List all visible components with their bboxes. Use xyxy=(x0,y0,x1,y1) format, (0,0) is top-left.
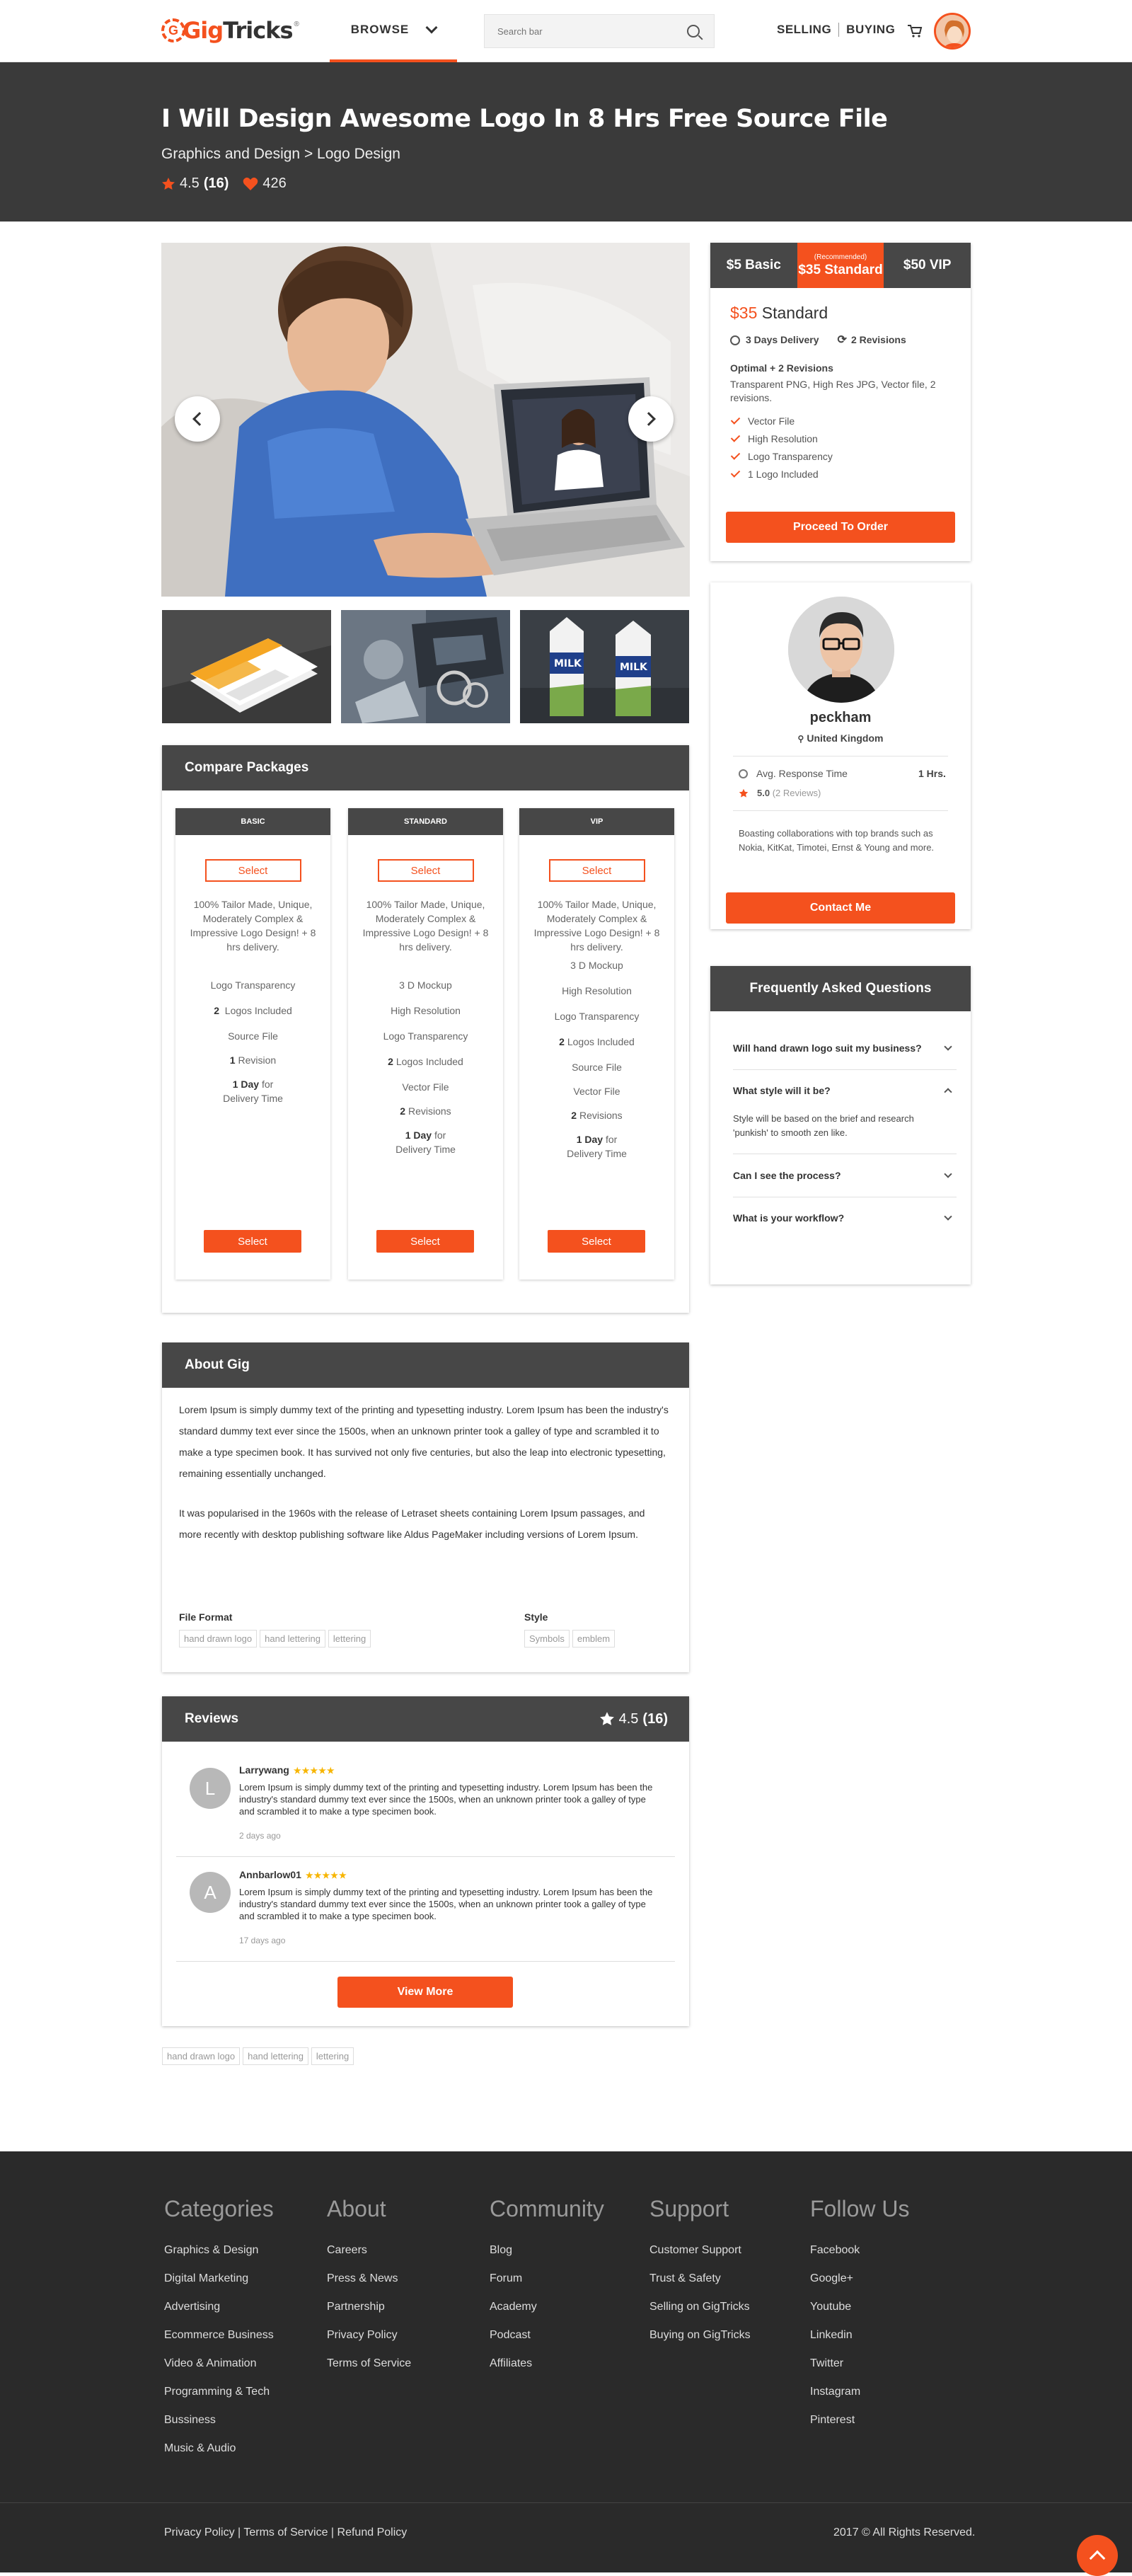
svg-text:MILK: MILK xyxy=(554,658,582,669)
package-feature: 3 D Mockup xyxy=(570,960,623,971)
gig-rating xyxy=(161,176,287,192)
footer-link[interactable]: Pinterest xyxy=(810,2414,855,2426)
footer-link[interactable]: Programming & Tech xyxy=(164,2386,270,2398)
tag[interactable]: lettering xyxy=(328,1630,371,1648)
footer-column-follow-us xyxy=(810,2196,966,2434)
package-feature: Source File xyxy=(572,1062,622,1073)
clock-icon xyxy=(730,335,740,345)
footer-link[interactable]: Customer Support xyxy=(649,2244,741,2256)
package-feature: 2 Revisions xyxy=(400,1105,451,1117)
chevron-up-icon xyxy=(944,1088,952,1096)
plan-title xyxy=(730,304,951,323)
response-time-value: 1 Hrs. xyxy=(918,768,946,779)
footer-divider xyxy=(0,2502,1132,2503)
revisions-info: ⟳ 2 Revisions xyxy=(837,334,906,346)
footer-link[interactable]: Instagram xyxy=(810,2386,861,2398)
seller-bio: Boasting collaborations with top brands such as Nokia, KitKat, Timotei, Ernst & Young and more. xyxy=(739,828,935,853)
chevron-down-icon xyxy=(944,1212,952,1220)
search-bar xyxy=(484,14,715,48)
review-time: 17 days ago xyxy=(239,1936,286,1945)
seller-panel xyxy=(710,582,971,929)
seller-review-count: (2 Reviews) xyxy=(772,788,821,798)
nav-divider xyxy=(838,23,839,37)
chevron-up-icon xyxy=(1090,2551,1106,2567)
file-format-label: File Format xyxy=(179,1611,233,1623)
faq-answer: Style will be based on the brief and research 'punkish' to smooth zen like. xyxy=(733,1113,914,1138)
select-package-button[interactable]: Select xyxy=(548,1230,645,1253)
seller-location: ⚲ United Kingdom xyxy=(797,732,884,744)
footer-link[interactable]: Facebook xyxy=(810,2244,860,2256)
package-feature: 1 Revision xyxy=(229,1054,277,1066)
footer-column-title: Support xyxy=(649,2196,729,2221)
copyright: 2017 © All Rights Reserved. xyxy=(833,2526,976,2538)
review-stars: ★★★★★ xyxy=(305,1870,347,1880)
package-feature: 2 Revisions xyxy=(571,1110,623,1121)
footer-link[interactable]: Trust & Safety xyxy=(649,2272,721,2284)
footer-link[interactable]: Linkedin xyxy=(810,2329,853,2341)
style-label: Style xyxy=(524,1611,548,1623)
style-tags xyxy=(524,1630,618,1648)
reviews-rating xyxy=(599,1711,668,1727)
seller-score-value: 5.0 xyxy=(757,788,770,798)
rating-value: 4.5 xyxy=(180,176,200,191)
footer-column-title: Community xyxy=(490,2196,604,2221)
gig-hero xyxy=(0,62,1132,222)
footer-column-categories xyxy=(164,2196,320,2463)
gallery-prev-button[interactable] xyxy=(175,396,220,442)
check-icon xyxy=(731,468,740,477)
select-package-button[interactable]: Select xyxy=(378,859,474,882)
cart-icon[interactable] xyxy=(907,24,923,38)
plan-feature: Vector File xyxy=(730,412,951,430)
package-name: BASIC xyxy=(175,808,330,835)
footer-column-title: Follow Us xyxy=(810,2196,910,2221)
faq-item[interactable] xyxy=(733,1027,957,1070)
footer-link[interactable]: Advertising xyxy=(164,2301,221,2313)
footer-link[interactable]: Careers xyxy=(327,2244,367,2256)
chevron-down-icon xyxy=(426,22,438,34)
package-feature: 1 Day for Delivery Time xyxy=(223,1079,283,1104)
seller-name[interactable]: peckham xyxy=(809,710,872,725)
gallery-thumbnail[interactable] xyxy=(162,610,331,723)
pricing-panel xyxy=(710,243,971,561)
gallery-thumbnail[interactable] xyxy=(341,610,510,723)
package-feature: High Resolution xyxy=(562,985,632,996)
package-feature: Logo Transparency xyxy=(554,1011,640,1022)
selling-link[interactable]: SELLING xyxy=(777,23,832,36)
footer-legal-links: Privacy Policy | Terms of Service | Refund Policy xyxy=(164,2526,408,2538)
faq-item[interactable] xyxy=(733,1154,957,1197)
check-icon xyxy=(731,450,740,459)
star-icon xyxy=(599,1711,615,1727)
browse-menu[interactable] xyxy=(330,0,457,62)
reviews-panel xyxy=(162,1696,689,2026)
recommended-badge: (Recommended) xyxy=(814,253,867,261)
location-pin-icon: ⚲ xyxy=(797,734,804,744)
gallery-thumbnail[interactable] xyxy=(520,610,689,723)
package-feature: Logo Transparency xyxy=(383,1030,468,1042)
user-avatar[interactable] xyxy=(934,13,971,50)
compare-packages-title: Compare Packages xyxy=(162,745,689,790)
package-feature: 2 Logos Included xyxy=(559,1036,635,1047)
star-icon xyxy=(739,788,749,798)
tag[interactable]: emblem xyxy=(572,1630,615,1648)
select-package-button[interactable]: Select xyxy=(376,1230,474,1253)
footer-column-about xyxy=(327,2196,483,2378)
package-column-basic xyxy=(175,808,330,1280)
footer-link[interactable]: Forum xyxy=(490,2272,523,2284)
likes-count: 426 xyxy=(262,176,287,191)
svg-text:MILK: MILK xyxy=(620,662,647,673)
site-logo[interactable] xyxy=(161,13,299,48)
footer-column-support xyxy=(649,2196,805,2350)
star-icon xyxy=(161,177,175,191)
about-gig-title: About Gig xyxy=(162,1342,689,1388)
footer-link[interactable]: Ecommerce Business xyxy=(164,2329,274,2341)
package-description: 100% Tailor Made, Unique, Moderately Complex & Impressive Logo Design! + 8 hrs delivery. xyxy=(533,899,660,953)
bottom-tags xyxy=(162,2047,357,2065)
faq-question: Will hand drawn logo suit my business? xyxy=(733,1042,922,1054)
select-package-button[interactable]: Select xyxy=(204,1230,301,1253)
tag[interactable]: hand lettering xyxy=(243,2047,308,2065)
reviewer-name: Annbarlow01 ★★★★★ xyxy=(239,1869,347,1880)
plan-meta xyxy=(730,333,951,347)
package-feature: Source File xyxy=(228,1030,278,1042)
review-stars: ★★★★★ xyxy=(293,1766,335,1776)
plan-feature: 1 Logo Included xyxy=(730,465,951,483)
package-column-vip xyxy=(519,808,674,1280)
mode-switch xyxy=(777,23,895,37)
search-input[interactable] xyxy=(485,26,687,37)
package-feature: 2 Logos Included xyxy=(214,1005,292,1016)
footer-link[interactable]: Terms of Service xyxy=(327,2357,412,2369)
proceed-to-order-button[interactable]: Proceed To Order xyxy=(726,512,955,543)
chevron-right-icon xyxy=(642,412,656,426)
refresh-icon: ⟳ xyxy=(837,334,847,346)
tag[interactable]: Symbols xyxy=(524,1630,570,1648)
terms-of-service-link[interactable]: Terms of Service xyxy=(243,2526,328,2538)
footer-link[interactable]: Video & Animation xyxy=(164,2357,257,2369)
tag[interactable]: hand drawn logo xyxy=(179,1630,257,1648)
package-feature: Vector File xyxy=(402,1081,449,1093)
package-column-standard xyxy=(348,808,503,1280)
review-text: Lorem Ipsum is simply dummy text of the printing and typesetting industry. Lorem Ipsum has been the industry's standard dummy text ever since the 1500s, when an unknown printer took a galley of type and scrambled it to make a type specimen book. xyxy=(239,1887,653,1921)
reviewer-avatar: A xyxy=(190,1872,231,1913)
option-title: Optimal + 2 Revisions xyxy=(730,362,833,374)
plan-feature: High Resolution xyxy=(730,430,951,447)
footer-link[interactable]: Google+ xyxy=(810,2272,853,2284)
footer-link[interactable]: Affiliates xyxy=(490,2357,533,2369)
footer-link[interactable]: Youtube xyxy=(810,2301,852,2313)
footer-link[interactable]: Music & Audio xyxy=(164,2442,236,2454)
plan-features xyxy=(730,412,951,483)
chevron-down-icon xyxy=(944,1042,952,1050)
review-divider xyxy=(176,1856,675,1857)
view-more-button[interactable]: View More xyxy=(337,1977,513,2008)
site-footer xyxy=(0,2151,1132,2572)
footer-link[interactable]: Privacy Policy xyxy=(327,2329,398,2341)
clock-icon xyxy=(739,769,748,778)
package-feature: Logo Transparency xyxy=(210,979,296,991)
tag[interactable]: lettering xyxy=(311,2047,354,2065)
buying-link[interactable]: BUYING xyxy=(846,23,896,36)
check-icon xyxy=(731,415,740,424)
check-icon xyxy=(731,432,740,442)
divider xyxy=(733,756,948,757)
reviewer-avatar: L xyxy=(190,1768,231,1809)
rating-count: (16) xyxy=(203,176,229,191)
breadcrumb[interactable]: Graphics and Design > Logo Design xyxy=(161,146,400,162)
review-text: Lorem Ipsum is simply dummy text of the printing and typesetting industry. Lorem Ipsum has been the industry's standard dummy text ever since the 1500s, when an unknown printer took a galley of type and scrambled it to make a type specimen book. xyxy=(239,1782,653,1817)
gear-logo-icon: G xyxy=(161,18,185,42)
plan-price: $35 xyxy=(730,304,758,322)
reviews-header xyxy=(162,1696,689,1742)
browse-label: BROWSE xyxy=(350,23,410,36)
gallery-main-image xyxy=(161,243,690,597)
reviews-rating-value: 4.5 xyxy=(618,1710,639,1727)
seller-score xyxy=(739,788,821,798)
footer-link[interactable]: Selling on GigTricks xyxy=(649,2301,750,2313)
footer-link[interactable]: Buying on GigTricks xyxy=(649,2329,751,2341)
review-divider xyxy=(176,1961,675,1962)
contact-me-button[interactable]: Contact Me xyxy=(726,892,955,924)
footer-link[interactable]: Graphics & Design xyxy=(164,2244,259,2256)
faq-question: Can I see the process? xyxy=(733,1170,841,1181)
footer-link[interactable]: Twitter xyxy=(810,2357,844,2369)
package-feature: 3 D Mockup xyxy=(399,979,452,991)
chevron-left-icon xyxy=(192,412,207,426)
footer-column-community xyxy=(490,2196,645,2378)
reviews-rating-count: (16) xyxy=(642,1710,668,1727)
package-feature: High Resolution xyxy=(391,1005,461,1016)
tab-vip[interactable]: $50 VIP xyxy=(884,243,971,288)
faq-question: What is your workflow? xyxy=(733,1212,845,1224)
footer-column-title: About xyxy=(327,2196,386,2221)
privacy-policy-link[interactable]: Privacy Policy xyxy=(164,2526,235,2538)
faq-question: What style will it be? xyxy=(733,1085,831,1096)
heart-icon[interactable] xyxy=(243,177,258,191)
divider xyxy=(733,810,948,811)
pricing-tabs xyxy=(710,243,971,288)
seller-avatar[interactable] xyxy=(788,597,894,703)
about-paragraph: Lorem Ipsum is simply dummy text of the printing and typesetting industry. Lorem Ipsum has been the industry's standard dummy text ever since the 1500s, when an unknown printer took a galley of type and scrambled it to make a type specimen book. It has survived not only five centuries, but also the leap into electronic typesetting, remaining essentially unchanged. xyxy=(179,1404,669,1479)
option-description: Transparent PNG, High Res JPG, Vector file, 2 revisions. xyxy=(730,379,936,403)
select-package-button[interactable]: Select xyxy=(549,859,645,882)
logo-text: GigTricks xyxy=(183,17,293,44)
reviews-title: Reviews xyxy=(185,1711,239,1726)
package-description: 100% Tailor Made, Unique, Moderately Complex & Impressive Logo Design! + 8 hrs delivery. xyxy=(190,899,316,953)
review-time: 2 days ago xyxy=(239,1831,281,1841)
faq-title: Frequently Asked Questions xyxy=(710,966,971,1011)
gallery-next-button[interactable] xyxy=(628,396,674,442)
footer-link[interactable]: Partnership xyxy=(327,2301,385,2313)
tab-basic[interactable]: $5 Basic xyxy=(710,243,797,288)
about-gig-panel xyxy=(162,1342,689,1672)
footer-link[interactable]: Press & News xyxy=(327,2272,398,2284)
tag[interactable]: hand drawn logo xyxy=(162,2047,240,2065)
file-format-tags xyxy=(179,1630,374,1648)
faq-panel xyxy=(710,966,971,1284)
response-time-label: Avg. Response Time xyxy=(739,768,848,779)
search-icon[interactable] xyxy=(687,25,700,38)
delivery-info: 3 Days Delivery xyxy=(730,334,819,345)
footer-link[interactable]: Blog xyxy=(490,2244,513,2256)
faq-item-expanded[interactable] xyxy=(733,1069,957,1154)
faq-item[interactable] xyxy=(733,1197,957,1239)
scroll-to-top-button[interactable] xyxy=(1077,2535,1118,2576)
package-feature: 2 Logos Included xyxy=(388,1056,463,1067)
package-feature: 1 Day for Delivery Time xyxy=(567,1134,627,1159)
footer-link[interactable]: Podcast xyxy=(490,2329,531,2341)
plan-name: Standard xyxy=(761,304,828,322)
logo-registered-mark: ® xyxy=(294,20,299,28)
reviewer-name: Larrywang ★★★★★ xyxy=(239,1764,335,1776)
package-feature: Vector File xyxy=(573,1086,620,1097)
footer-link[interactable]: Digital Marketing xyxy=(164,2272,249,2284)
package-feature: 1 Day for Delivery Time xyxy=(395,1129,456,1155)
package-description: 100% Tailor Made, Unique, Moderately Complex & Impressive Logo Design! + 8 hrs delivery. xyxy=(362,899,489,953)
footer-link[interactable]: Academy xyxy=(490,2301,537,2313)
chevron-down-icon xyxy=(944,1170,952,1178)
select-package-button[interactable]: Select xyxy=(205,859,301,882)
gig-title: I Will Design Awesome Logo In 8 Hrs Free Source File xyxy=(161,105,888,133)
footer-link[interactable]: Bussiness xyxy=(164,2414,216,2426)
tab-standard[interactable]: (Recommended) $35 Standard xyxy=(797,243,884,288)
about-paragraph: It was popularised in the 1960s with the release of Letraset sheets containing Lorem Ipsum passages, and more recently with desktop publishing software like Aldus PageMaker including versions of Lorem Ipsum. xyxy=(179,1507,645,1540)
refund-policy-link[interactable]: Refund Policy xyxy=(337,2526,408,2538)
footer-column-title: Categories xyxy=(164,2196,274,2221)
tag[interactable]: hand lettering xyxy=(260,1630,325,1648)
plan-feature: Logo Transparency xyxy=(730,447,951,465)
site-header xyxy=(0,0,1132,62)
package-name: VIP xyxy=(519,808,674,835)
package-name: STANDARD xyxy=(348,808,503,835)
